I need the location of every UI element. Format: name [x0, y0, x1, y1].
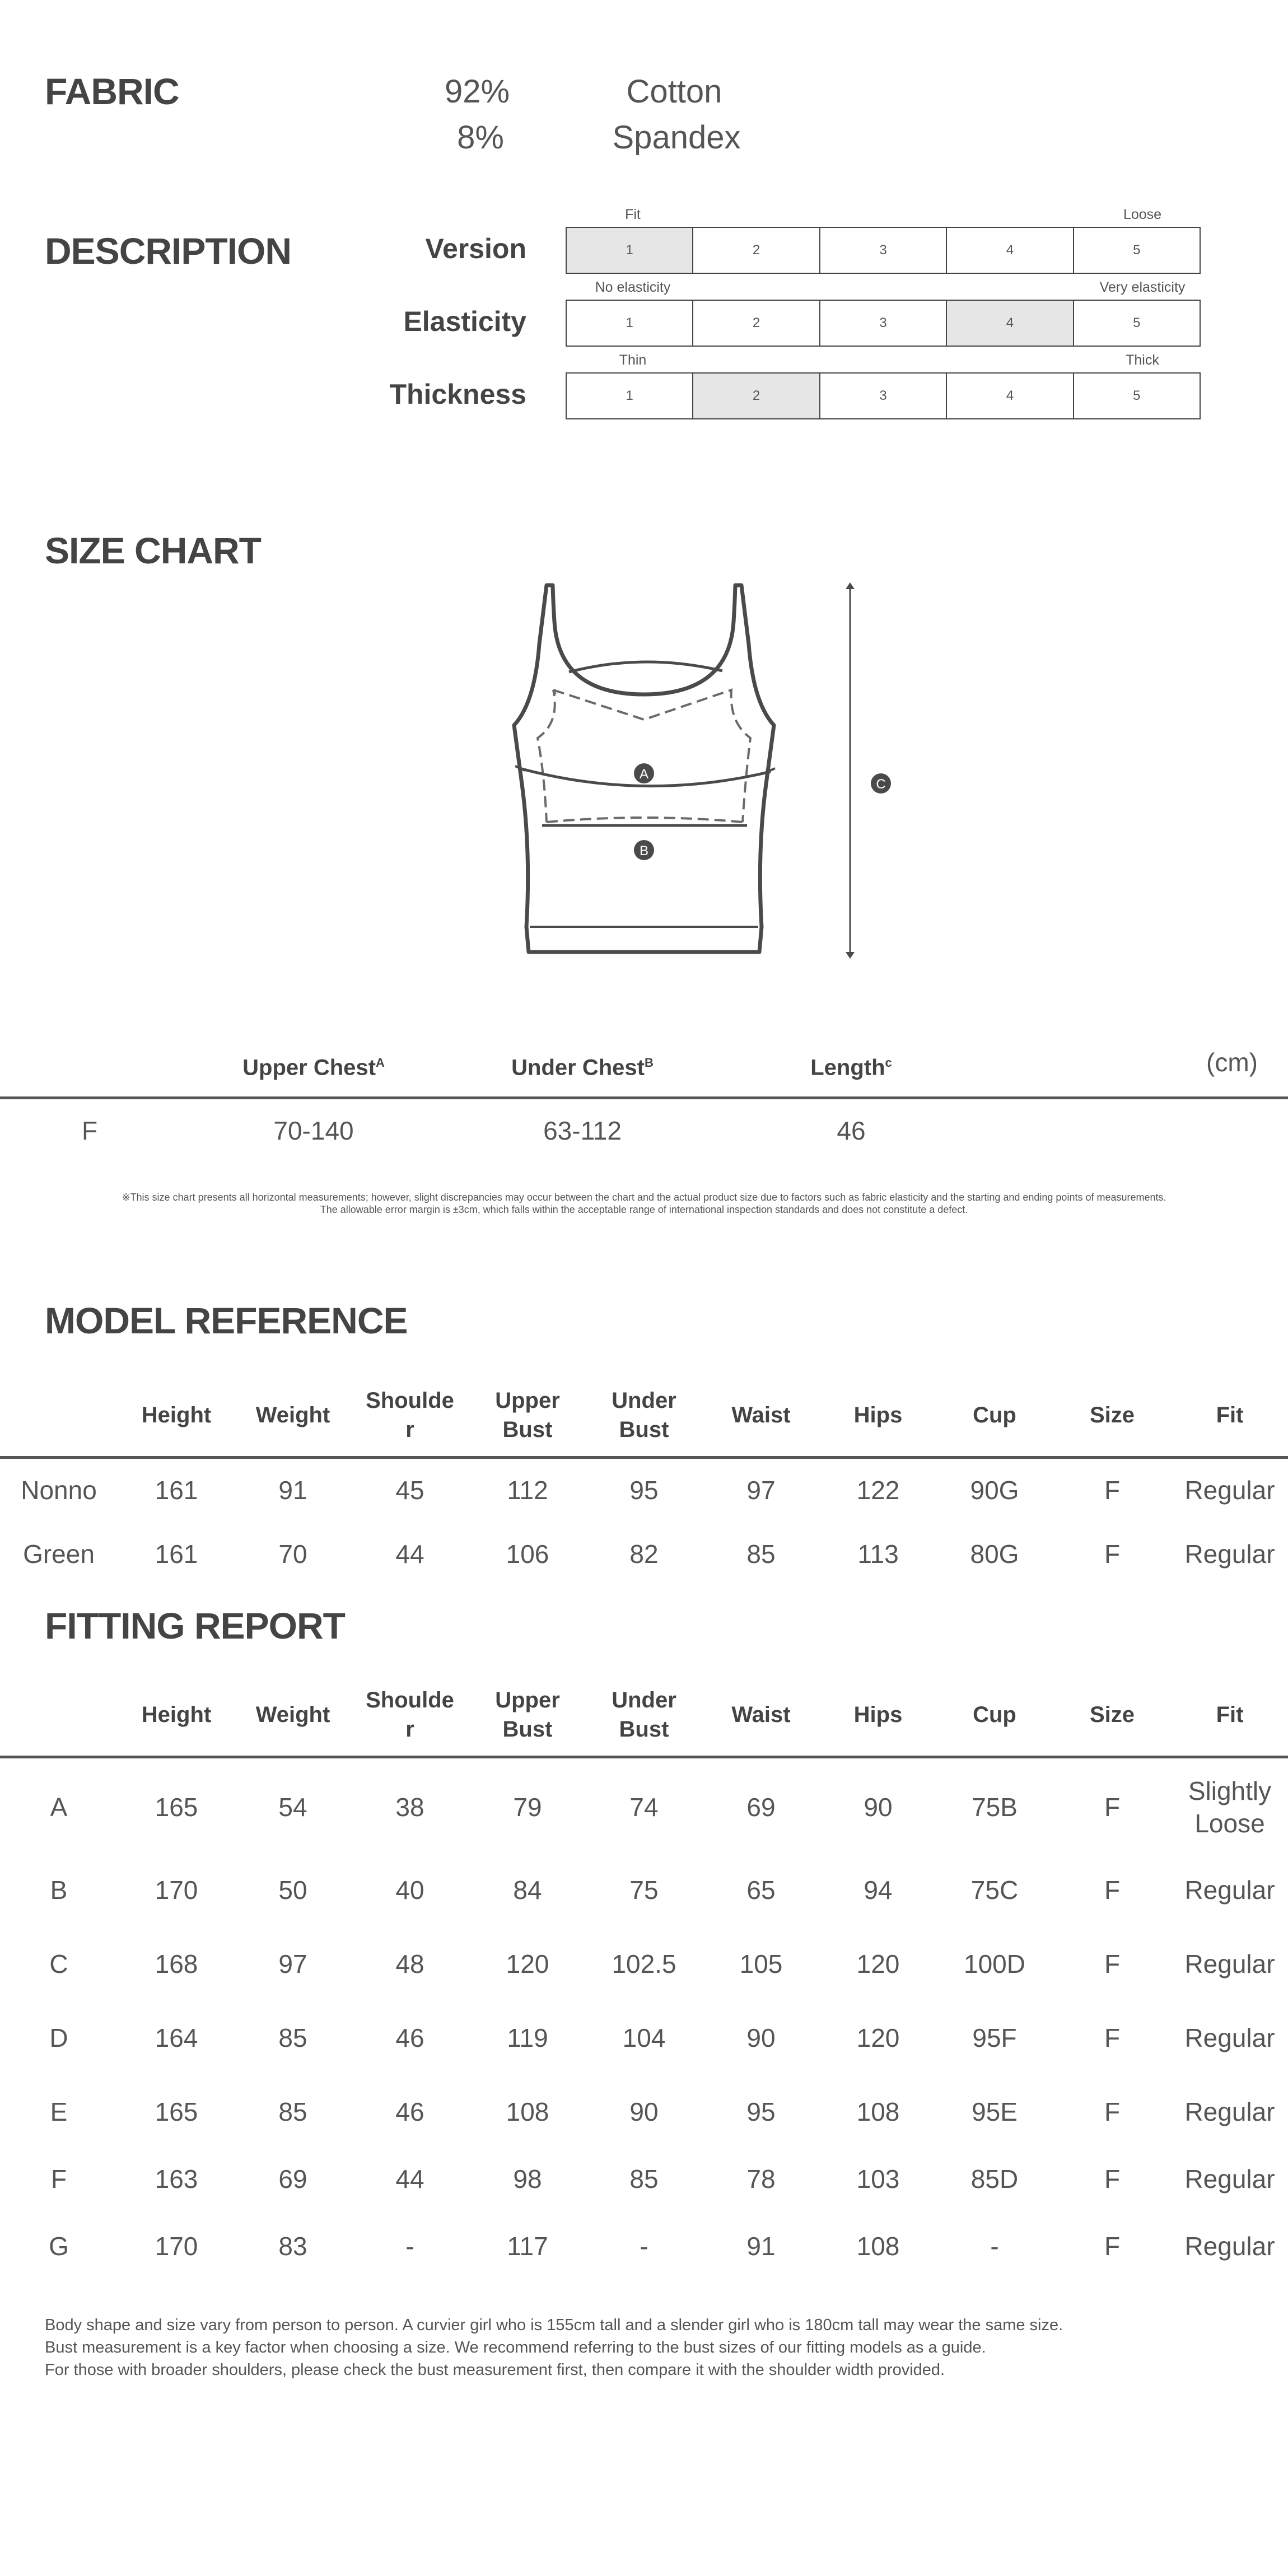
fabric-heading: FABRIC — [45, 71, 179, 112]
row-name: C — [49, 1949, 68, 1978]
fitting-report-divider — [0, 1756, 1288, 1758]
table-cell: 90 — [629, 2097, 659, 2126]
col-upper-chest: Upper Chest$^A$ — [242, 1055, 385, 1080]
size-value: F — [81, 1116, 98, 1145]
table-cell: 108 — [856, 2097, 900, 2126]
size-chart-heading: SIZE CHART — [45, 530, 261, 571]
col-header-under1: Under Bust — [612, 1388, 676, 1442]
col-header-waist: Waist — [731, 1702, 791, 1727]
scale-bar-2 — [566, 372, 1201, 419]
table-cell: 38 — [395, 1793, 424, 1822]
table-cell: 69 — [278, 2164, 307, 2194]
scale-left-label-1: No elasticity — [595, 279, 671, 295]
table-cell: 75C — [970, 1875, 1019, 1905]
table-cell: 44 — [395, 1539, 424, 1569]
table-cell: 165 — [155, 2097, 198, 2126]
tank-top-diagram — [0, 571, 1288, 974]
length-arrow-top — [846, 582, 855, 589]
col-header-weight: Weight — [255, 1403, 330, 1427]
length-value: 46 — [837, 1116, 866, 1145]
scale-right-label-1: Very elasticity — [1099, 279, 1186, 295]
table-cell: 85 — [629, 2164, 659, 2194]
table-cell: F — [1104, 2097, 1121, 2126]
table-cell: Slightly Loose — [1188, 1776, 1272, 1838]
scale-cell: 2 — [693, 374, 820, 418]
scale-cell: 3 — [820, 301, 947, 346]
scale-right-label-0: Loose — [1123, 207, 1162, 222]
table-cell: 84 — [513, 1875, 542, 1905]
table-cell: 95F — [972, 2023, 1017, 2052]
col-header-height: Height — [141, 1702, 212, 1727]
col-header-size: Size — [1089, 1702, 1135, 1727]
col-header-shoulder1: Shoulde r — [366, 1688, 454, 1742]
table-cell: 70 — [278, 1539, 307, 1569]
table-cell: 120 — [506, 1949, 549, 1978]
scale-bar-1 — [566, 300, 1201, 347]
scale-bar-0 — [566, 227, 1201, 274]
scale-label-0: Version — [425, 233, 526, 264]
scale-cell: 5 — [1133, 315, 1141, 330]
size-note-1: ※This size chart presents all horizontal measurements; however, slight discrepancies may occur between the chart and the actual product size due to factors such as fabric elasticity and the starting and ending points of measurements. — [122, 1192, 1166, 1203]
table-cell: 46 — [395, 2097, 424, 2126]
table-cell: 50 — [278, 1875, 307, 1905]
table-cell: 170 — [155, 1875, 198, 1905]
table-cell: 85 — [278, 2097, 307, 2126]
row-name: A — [50, 1793, 68, 1822]
scale-cell: 4 — [947, 374, 1074, 418]
col-header-cup: Cup — [973, 1702, 1016, 1727]
table-cell: 97 — [746, 1476, 776, 1505]
inner-neckline — [569, 662, 722, 672]
table-cell: 45 — [395, 1476, 424, 1505]
footer-line-1: Body shape and size vary from person to person. A curvier girl who is 155cm tall and a slender girl who is 180cm tall may wear the same size. — [45, 2316, 1063, 2334]
col-header-height: Height — [141, 1403, 212, 1427]
table-cell: 97 — [278, 1949, 307, 1978]
table-cell: F — [1104, 2232, 1121, 2261]
scale-label-2: Thickness — [389, 379, 526, 410]
row-name: Green — [23, 1539, 95, 1569]
table-cell: 104 — [622, 2023, 666, 2052]
row-name: Nonno — [21, 1476, 97, 1505]
table-cell: 80G — [970, 1539, 1019, 1569]
col-under-chest: Under Chest$^B$ — [511, 1055, 654, 1080]
table-cell: F — [1104, 1539, 1121, 1569]
scale-cell: 5 — [1133, 242, 1141, 258]
table-cell: 85 — [746, 1539, 776, 1569]
scale-left-label-0: Fit — [625, 207, 641, 222]
col-header-cup: Cup — [973, 1403, 1016, 1427]
table-cell: 69 — [746, 1793, 776, 1822]
table-cell: 79 — [513, 1793, 542, 1822]
marker-b-label: B — [639, 843, 649, 858]
table-cell: 103 — [856, 2164, 900, 2194]
table-cell: 82 — [629, 1539, 659, 1569]
col-header-shoulder1: Shoulde r — [366, 1388, 454, 1442]
row-name: E — [50, 2097, 68, 2126]
table-cell: 40 — [395, 1875, 424, 1905]
col-header-fit: Fit — [1216, 1702, 1244, 1727]
table-cell: 94 — [864, 1875, 893, 1905]
footer-line-3: For those with broader shoulders, please check the bust measurement first, then compare it with the shoulder width provided. — [45, 2361, 945, 2379]
table-cell: 44 — [395, 2164, 424, 2194]
inner-lining-dashed — [538, 690, 750, 822]
table-cell: Regular — [1184, 2023, 1275, 2052]
table-cell: 98 — [513, 2164, 542, 2194]
table-cell: Regular — [1184, 1875, 1275, 1905]
table-cell: 91 — [278, 1476, 307, 1505]
table-cell: 165 — [155, 1793, 198, 1822]
table-cell: 164 — [155, 2023, 198, 2052]
scale-cell: 1 — [567, 374, 693, 418]
model-reference-heading: MODEL REFERENCE — [45, 1300, 408, 1341]
marker-a-label: A — [639, 767, 649, 782]
table-cell: 161 — [155, 1539, 198, 1569]
table-cell: 78 — [746, 2164, 776, 2194]
fabric-material-1: Cotton — [626, 73, 722, 110]
table-cell: 105 — [739, 1949, 783, 1978]
table-cell: 54 — [278, 1793, 307, 1822]
col-length: Length$^c$ — [810, 1055, 892, 1080]
scale-cell: 5 — [1133, 388, 1141, 403]
table-cell: 120 — [856, 1949, 900, 1978]
table-cell: F — [1104, 1949, 1121, 1978]
col-header-upper1: Upper Bust — [495, 1388, 560, 1442]
table-cell: 117 — [507, 2232, 548, 2261]
table-cell: 106 — [506, 1539, 549, 1569]
table-cell: 48 — [395, 1949, 424, 1978]
table-cell: 85 — [278, 2023, 307, 2052]
fitting-report-heading: FITTING REPORT — [45, 1605, 345, 1646]
table-cell: 102.5 — [612, 1949, 676, 1978]
table-cell: 168 — [155, 1949, 198, 1978]
scale-cell: 1 — [567, 228, 693, 273]
table-cell: F — [1104, 2164, 1121, 2194]
row-name: G — [49, 2232, 69, 2261]
table-cell: - — [640, 2232, 648, 2261]
length-arrow-bottom — [846, 952, 855, 959]
table-cell: 65 — [746, 1875, 776, 1905]
size-chart-divider — [0, 1096, 1288, 1099]
table-cell: 95 — [746, 2097, 776, 2126]
table-cell: 112 — [507, 1476, 548, 1505]
unit-label: (cm) — [1206, 1048, 1258, 1077]
col-header-waist: Waist — [731, 1403, 791, 1427]
table-cell: 90 — [746, 2023, 776, 2052]
scale-cell: 2 — [693, 301, 820, 346]
table-cell: F — [1104, 1476, 1121, 1505]
table-cell: 90 — [864, 1793, 893, 1822]
table-cell: F — [1104, 1793, 1121, 1822]
fabric-percent-2: 8% — [457, 119, 504, 156]
description-heading: DESCRIPTION — [45, 230, 292, 272]
table-cell: 95 — [629, 1476, 659, 1505]
scale-cell: 4 — [947, 301, 1074, 346]
row-name: F — [50, 2164, 67, 2194]
col-header-hips: Hips — [853, 1702, 903, 1727]
table-cell: Regular — [1184, 1949, 1275, 1978]
table-cell: F — [1104, 1875, 1121, 1905]
fabric-percent-1: 92% — [444, 73, 510, 110]
scale-cell: 1 — [567, 301, 693, 346]
scale-cell: 3 — [820, 374, 947, 418]
col-header-upper1: Upper Bust — [495, 1688, 560, 1742]
table-cell: 108 — [506, 2097, 549, 2126]
table-cell: 120 — [856, 2023, 900, 2052]
table-cell: 122 — [856, 1476, 900, 1505]
size-note-2: The allowable error margin is ±3cm, which falls within the acceptable range of international inspection standards and does not constitute a defect. — [320, 1204, 968, 1215]
table-cell: Regular — [1184, 2164, 1275, 2194]
table-cell: 161 — [155, 1476, 198, 1505]
table-cell: Regular — [1184, 1476, 1275, 1505]
row-name: B — [50, 1875, 68, 1905]
table-cell: Regular — [1184, 1539, 1275, 1569]
table-cell: - — [405, 2232, 414, 2261]
table-cell: - — [990, 2232, 999, 2261]
col-header-size: Size — [1089, 1403, 1135, 1427]
col-header-hips: Hips — [853, 1403, 903, 1427]
row-name: D — [49, 2023, 68, 2052]
scale-cell: 2 — [693, 228, 820, 273]
scale-right-label-2: Thick — [1126, 352, 1159, 368]
table-cell: 119 — [507, 2023, 548, 2052]
fabric-material-2: Spandex — [612, 119, 741, 156]
marker-c-label: C — [876, 777, 886, 792]
table-cell: 100D — [964, 1949, 1025, 1978]
table-cell: F — [1104, 2023, 1121, 2052]
table-cell: 95E — [972, 2097, 1018, 2126]
under-chest-value: 63-112 — [543, 1116, 622, 1145]
col-header-under1: Under Bust — [612, 1688, 676, 1742]
table-cell: Regular — [1184, 2097, 1275, 2126]
table-cell: 108 — [856, 2232, 900, 2261]
table-cell: 170 — [155, 2232, 198, 2261]
table-cell: 163 — [155, 2164, 198, 2194]
table-cell: 74 — [629, 1793, 659, 1822]
col-header-weight: Weight — [255, 1702, 330, 1727]
scale-cell: 3 — [820, 228, 947, 273]
table-cell: 91 — [746, 2232, 776, 2261]
scale-label-1: Elasticity — [403, 306, 526, 337]
scale-left-label-2: Thin — [619, 352, 647, 368]
footer-line-2: Bust measurement is a key factor when choosing a size. We recommend referring to the bust sizes of our fitting models as a guide. — [45, 2339, 986, 2356]
table-cell: 113 — [857, 1539, 899, 1569]
model-reference-divider — [0, 1456, 1288, 1459]
col-header-fit: Fit — [1216, 1403, 1244, 1427]
upper-chest-value: 70-140 — [273, 1116, 354, 1145]
table-cell: 75B — [972, 1793, 1018, 1822]
table-cell: 90G — [970, 1476, 1019, 1505]
table-cell: 85D — [970, 2164, 1019, 2194]
scale-cell: 4 — [947, 228, 1074, 273]
table-cell: 83 — [278, 2232, 307, 2261]
table-cell: 75 — [629, 1875, 659, 1905]
table-cell: 46 — [395, 2023, 424, 2052]
table-cell: Regular — [1184, 2232, 1275, 2261]
